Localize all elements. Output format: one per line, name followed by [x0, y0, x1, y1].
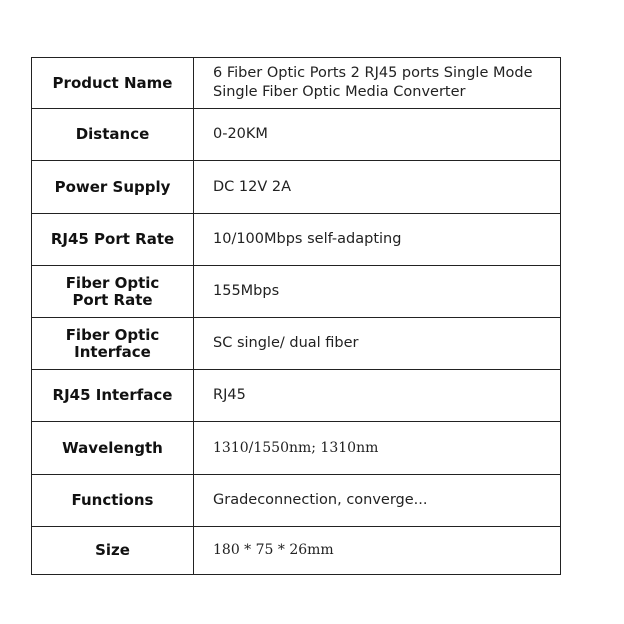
- spec-value: 6 Fiber Optic Ports 2 RJ45 ports Single Mode Single Fiber Optic Media Converter: [213, 65, 533, 100]
- spec-value: 155Mbps: [213, 283, 280, 299]
- spec-row-wavelength: [32, 421, 560, 474]
- spec-label: RJ45 Interface: [32, 370, 194, 421]
- spec-value: 1310/1550nm; 1310nm: [213, 439, 379, 456]
- spec-table: [31, 57, 561, 575]
- spec-row-fiber-optic-interface: [32, 317, 560, 369]
- spec-value: RJ45: [213, 387, 246, 403]
- spec-row-product-name: [32, 58, 560, 108]
- spec-label: Product Name: [32, 58, 194, 108]
- spec-label: RJ45 Port Rate: [32, 214, 194, 265]
- spec-value: SC single/ dual fiber: [213, 335, 359, 351]
- spec-row-rj45-port-rate: [32, 213, 560, 265]
- spec-value: 0-20KM: [213, 126, 268, 142]
- spec-label: Size: [32, 527, 194, 574]
- spec-label: Distance: [32, 109, 194, 160]
- spec-row-distance: [32, 108, 560, 160]
- spec-label: Wavelength: [32, 422, 194, 474]
- spec-row-power-supply: [32, 160, 560, 213]
- spec-label: Fiber Optic Interface: [32, 318, 194, 369]
- spec-label: Fiber Optic Port Rate: [32, 266, 194, 317]
- spec-row-size: [32, 526, 560, 574]
- spec-value: 10/100Mbps self-adapting: [213, 231, 402, 247]
- spec-value: 180 * 75 * 26mm: [213, 542, 334, 558]
- spec-row-functions: [32, 474, 560, 526]
- spec-value: DC 12V 2A: [213, 178, 292, 195]
- spec-value: Gradeconnection, converge...: [213, 492, 428, 508]
- spec-label: Power Supply: [32, 161, 194, 213]
- spec-row-rj45-interface: [32, 369, 560, 421]
- spec-label: Functions: [32, 475, 194, 526]
- spec-row-fiber-optic-port-rate: [32, 265, 560, 317]
